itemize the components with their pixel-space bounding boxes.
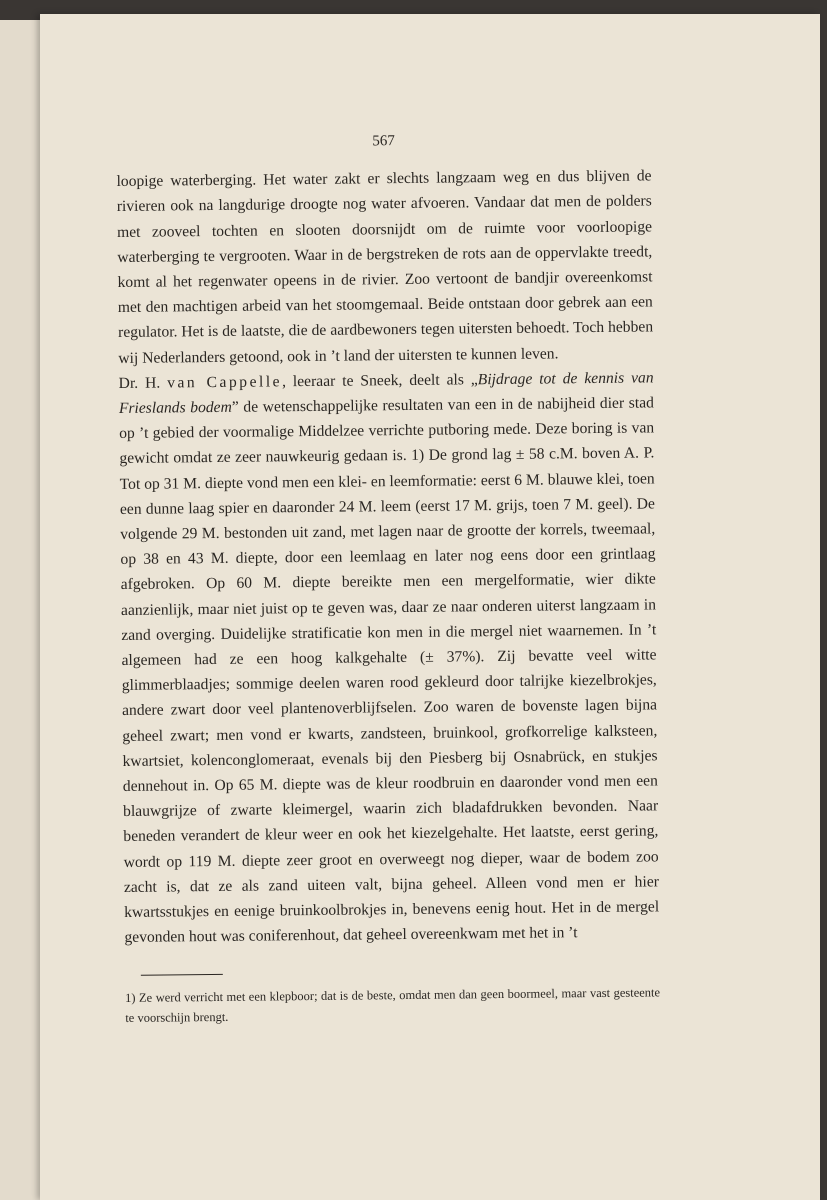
page-content: [116, 126, 660, 1040]
footnote: 1) Ze werd verricht met een klepboor; dat is de beste, omdat men dan geen boormeel, maar vast gesteente te voorschijn brengt.: [124, 985, 661, 1025]
paragraph-2-after-author: , leeraar te Sneek, deelt als „: [281, 371, 478, 391]
paragraph-2-lead: Dr. H.: [118, 374, 168, 392]
body-text: [116, 164, 659, 951]
book-page: [40, 14, 820, 1200]
work-title: Bijdrage tot de kennis van Frieslands bodem: [118, 369, 654, 418]
page-number: 567: [372, 133, 395, 150]
paragraph-1: loopige waterberging. Het water zakt er slechts langzaam weg en dus blijven de rivieren ook na langdurige droogte nog water afvoeren. Vandaar dat men de polders met zooveel tochten en slooten doorsnijdt om de ruimte voor voorloopige waterberging te vergrooten. Waar in de bergstreken de rots aan de oppervlakte treedt, komt al het regenwater opeens in de rivier. Zoo vertoont de bandjir overeenkomst met den machtigen arbeid van het stoomgemaal. Beide ontstaan door gebrek aan een regulator. Het is de laatste, die de aardbewoners tegen uitersten behoedt. Toch hebben wij Nederlanders getoond, ook in ’t land der uitersten te kunnen leven.: [116, 167, 654, 367]
paragraph-2: [119, 365, 660, 950]
footnote-divider: [141, 973, 223, 975]
author-name: van Cappelle: [167, 373, 283, 392]
paragraph-2-rest: ” de wetenschappelijke resultaten van een in de nabijheid dier stad op ’t gebied der voormalige Middelzee verrichte putboring mede. Deze boring is van gewicht omdat ze zeer nauwkeurig gedaan is. 1) De grond lag ± 58 c.M. boven A. P. Tot op 31 M. diepte vond men een klei- en leemformatie: eerst 6 M. blauwe klei, toen een dunne laag spier en daaronder 24 M. leem (eerst 17 M. grijs, toen 7 M. geel). De volgende 29 M. bestonden uit zand, met lagen naar de grootte der korrels, tweemaal, op 38 en 43 M. diepte, door een leemlaag en later nog eens door een grintlaag afgebroken. Op 60 M. diepte bereikte men een mergelformatie, wier dikte aanzienlijk, maar niet juist op te geven was, daar ze naar onderen uiterst langzaam in zand overging. Duidelijke stratificatie kon men in die mergel niet waarnemen. In ’t algemeen had ze een hoog kalkgehalte (± 37%). Zij bevatte veel witte glimmerblaadjes; sommige deelen waren rood gekleurd door talrijke kiezelbrokjes, andere zwart door veel plantenoverblijfselen. Zoo waren de bovenste lagen bijna geheel zwart; men vond er kwarts, zandsteen, bruinkool, grofkorrelige kalksteen, kwartsiet, kolenconglomeraat, evenals bij den Piesberg bij Osnabrück, en stukjes dennehout in. Op 65 M. diepte was de kleur roodbruin en daaronder vond men een blauwgrijze of zwarte kleimergel, waarin zich bladafdrukken bevonden. Naar beneden verandert de kleur weer en ook het kiezelgehalte. Het laatste, eerst gering, wordt op 119 M. diepte zeer groot en overweegt nog dieper, waar de bodem zoo zacht is, dat ze als zand uiteen valt, bijna geheel. Alleen vond men er hier kwartsstukjes en eenige bruinkoolbrokjes in, benevens eenig hout. Het in de mergel gevonden hout was coniferenhout, dat geheel overeenkwam met het in ’t: [119, 394, 660, 947]
